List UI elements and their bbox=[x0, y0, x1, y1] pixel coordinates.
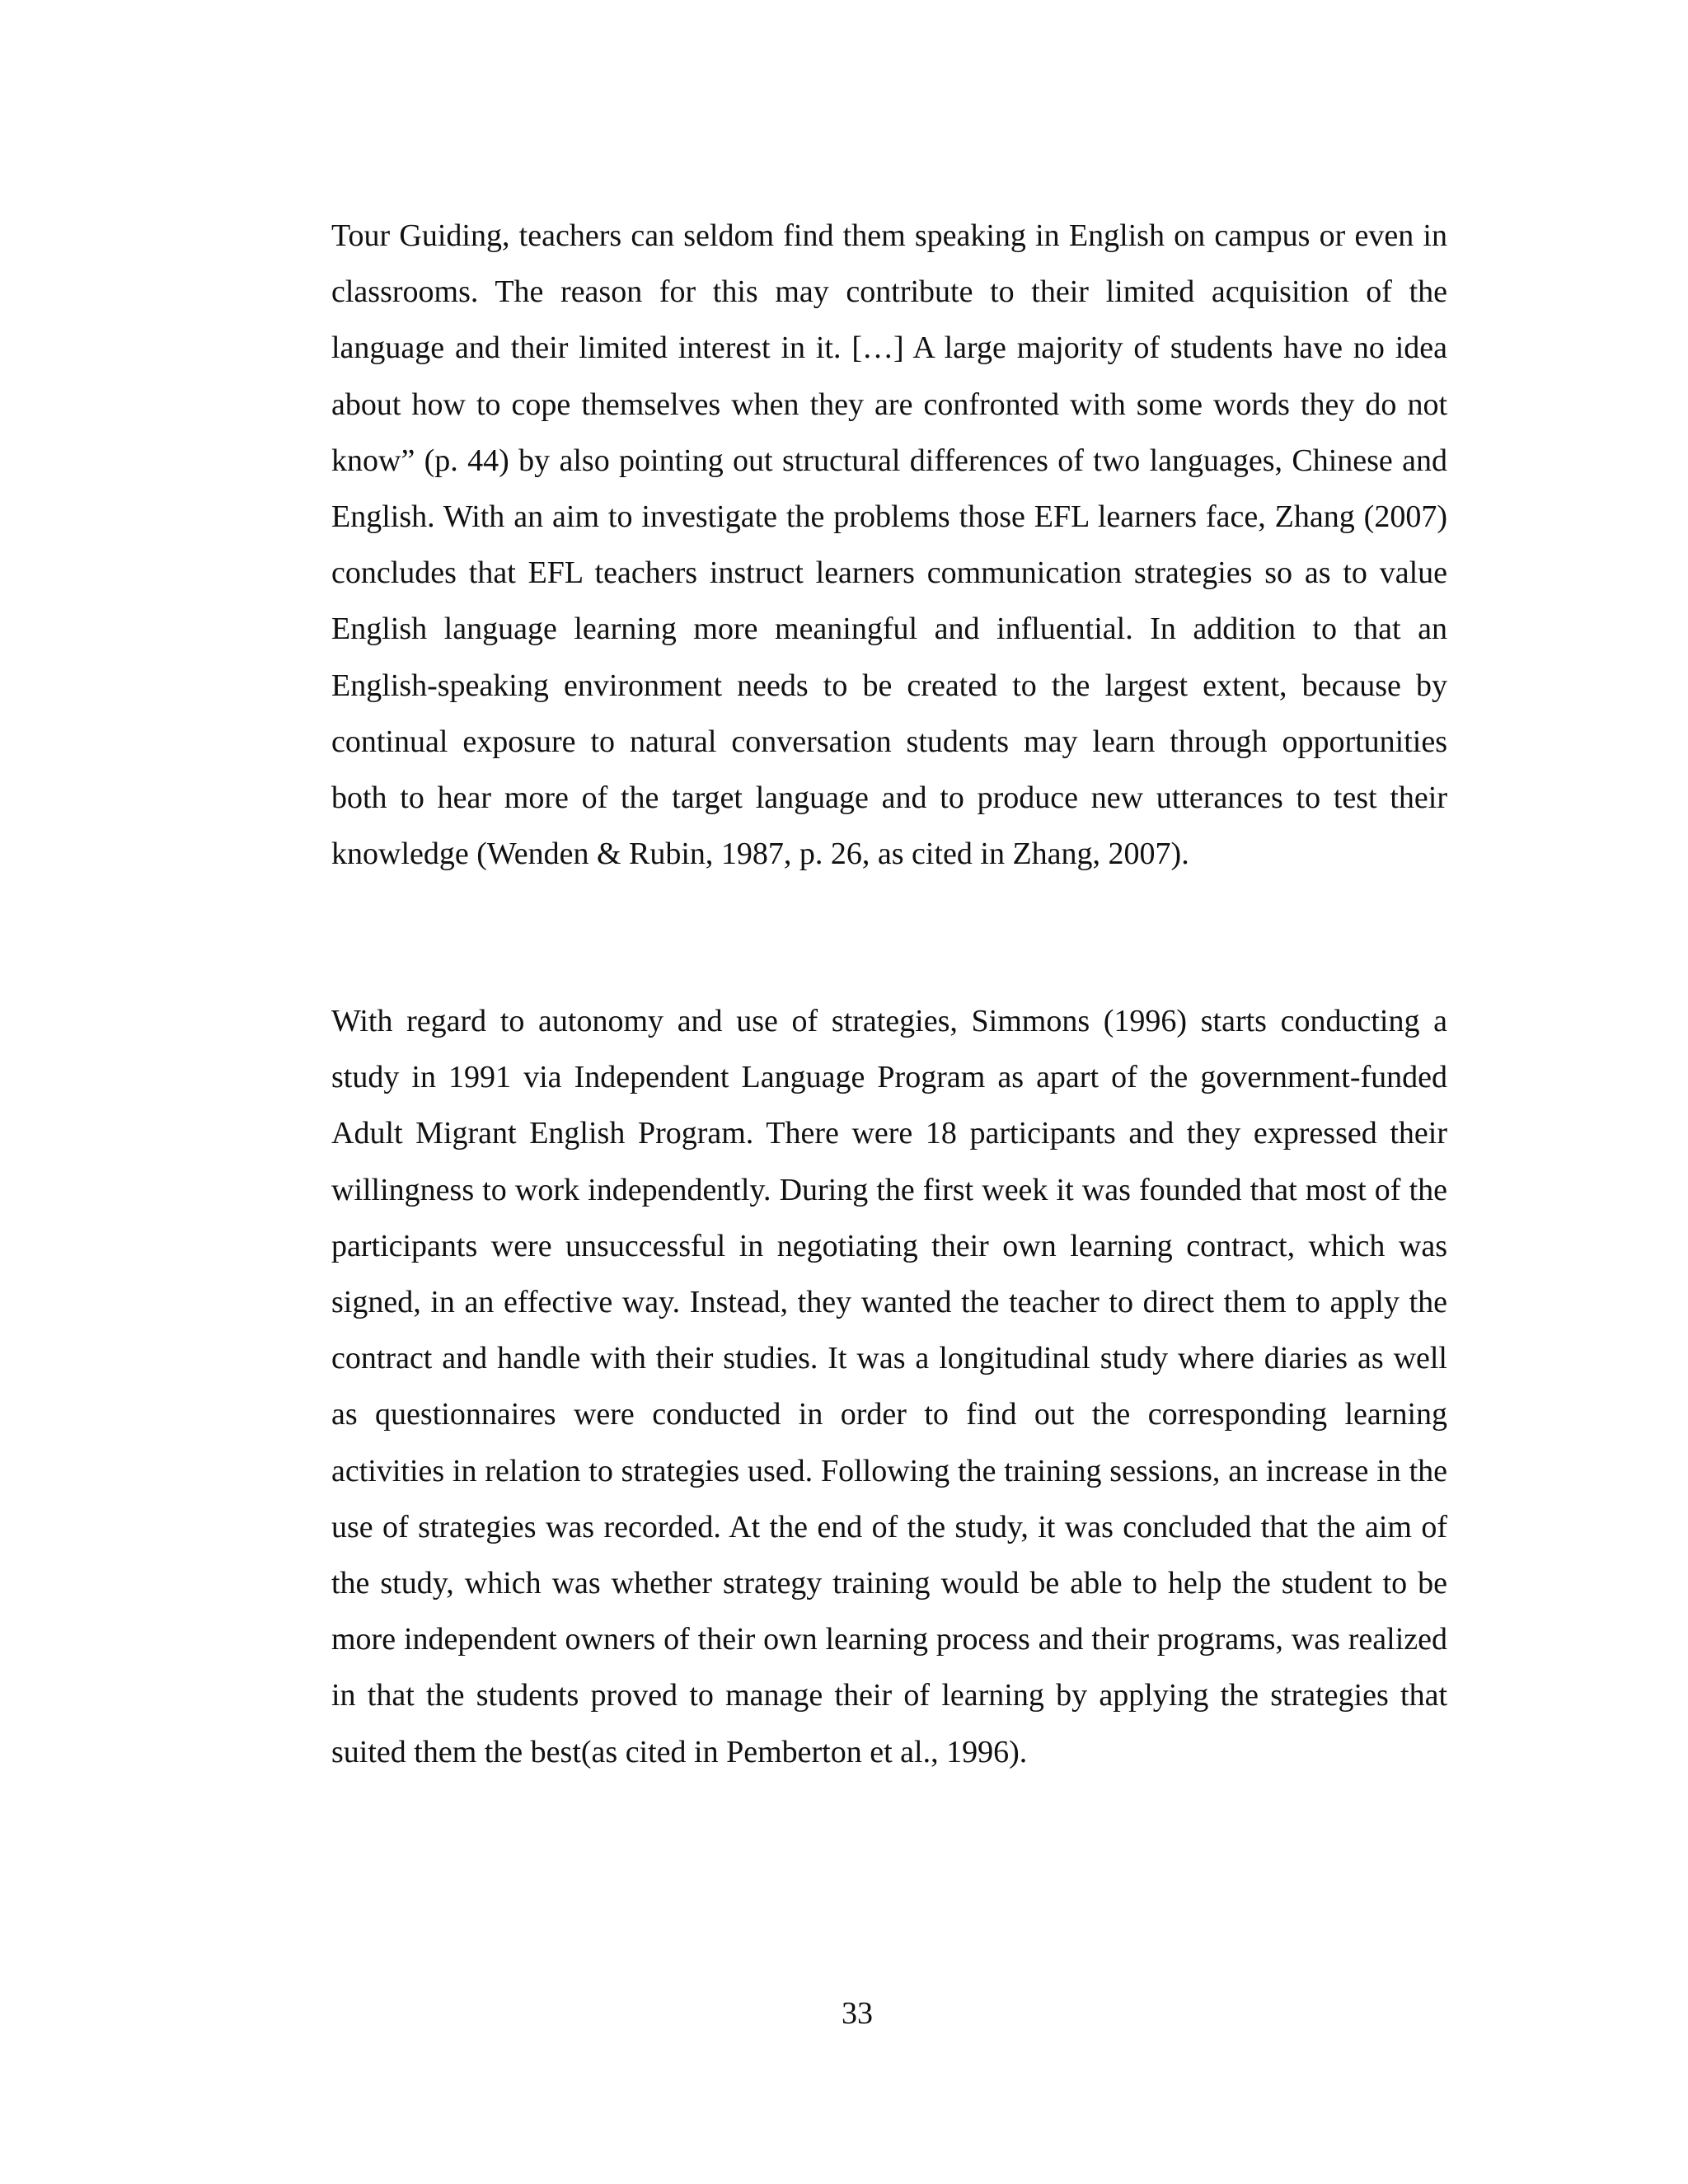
page-number: 33 bbox=[842, 1996, 873, 2031]
body-paragraph-2: With regard to autonomy and use of strategies, Simmons (1996) starts conducting a study in 1991 via Independent Language Program as apart of the government-funded Adult Migrant English Program. There were 18 participants and they expressed their willingness to work independently. During the first week it was founded that most of the participants were unsuccessful in negotiating their own learning contract, which was signed, in an effective way. Instead, they wanted the teacher to direct them to apply the contract and handle with their studies. It was a longitudinal study where diaries as well as questionnaires were conducted in order to find out the corresponding learning activities in relation to strategies used. Following the training sessions, an increase in the use of strategies was recorded. At the end of the study, it was concluded that the aim of the study, which was whether strategy training would be able to help the student to be more independent owners of their own learning process and their programs, was realized in that the students proved to manage their of learning by applying the strategies that suited them the best(as cited in Pemberton et al., 1996). bbox=[331, 1004, 1447, 1769]
body-paragraph-1: Tour Guiding, teachers can seldom find them speaking in English on campus or even in classrooms. The reason for this may contribute to their limited acquisition of the language and their limited interest in it. […] A large majority of students have no idea about how to cope themselves when they are confronted with some words they do not know” (p. 44) by also pointing out structural differences of two languages, Chinese and English. With an aim to investigate the problems those EFL learners face, Zhang (2007) concludes that EFL teachers instruct learners communication strategies so as to value English language learning more meaningful and influential. In addition to that an English-speaking environment needs to be created to the largest extent, because by continual exposure to natural conversation students may learn through opportunities both to hear more of the target language and to produce new utterances to test their knowledge (Wenden & Rubin, 1987, p. 26, as cited in Zhang, 2007). bbox=[331, 218, 1447, 872]
